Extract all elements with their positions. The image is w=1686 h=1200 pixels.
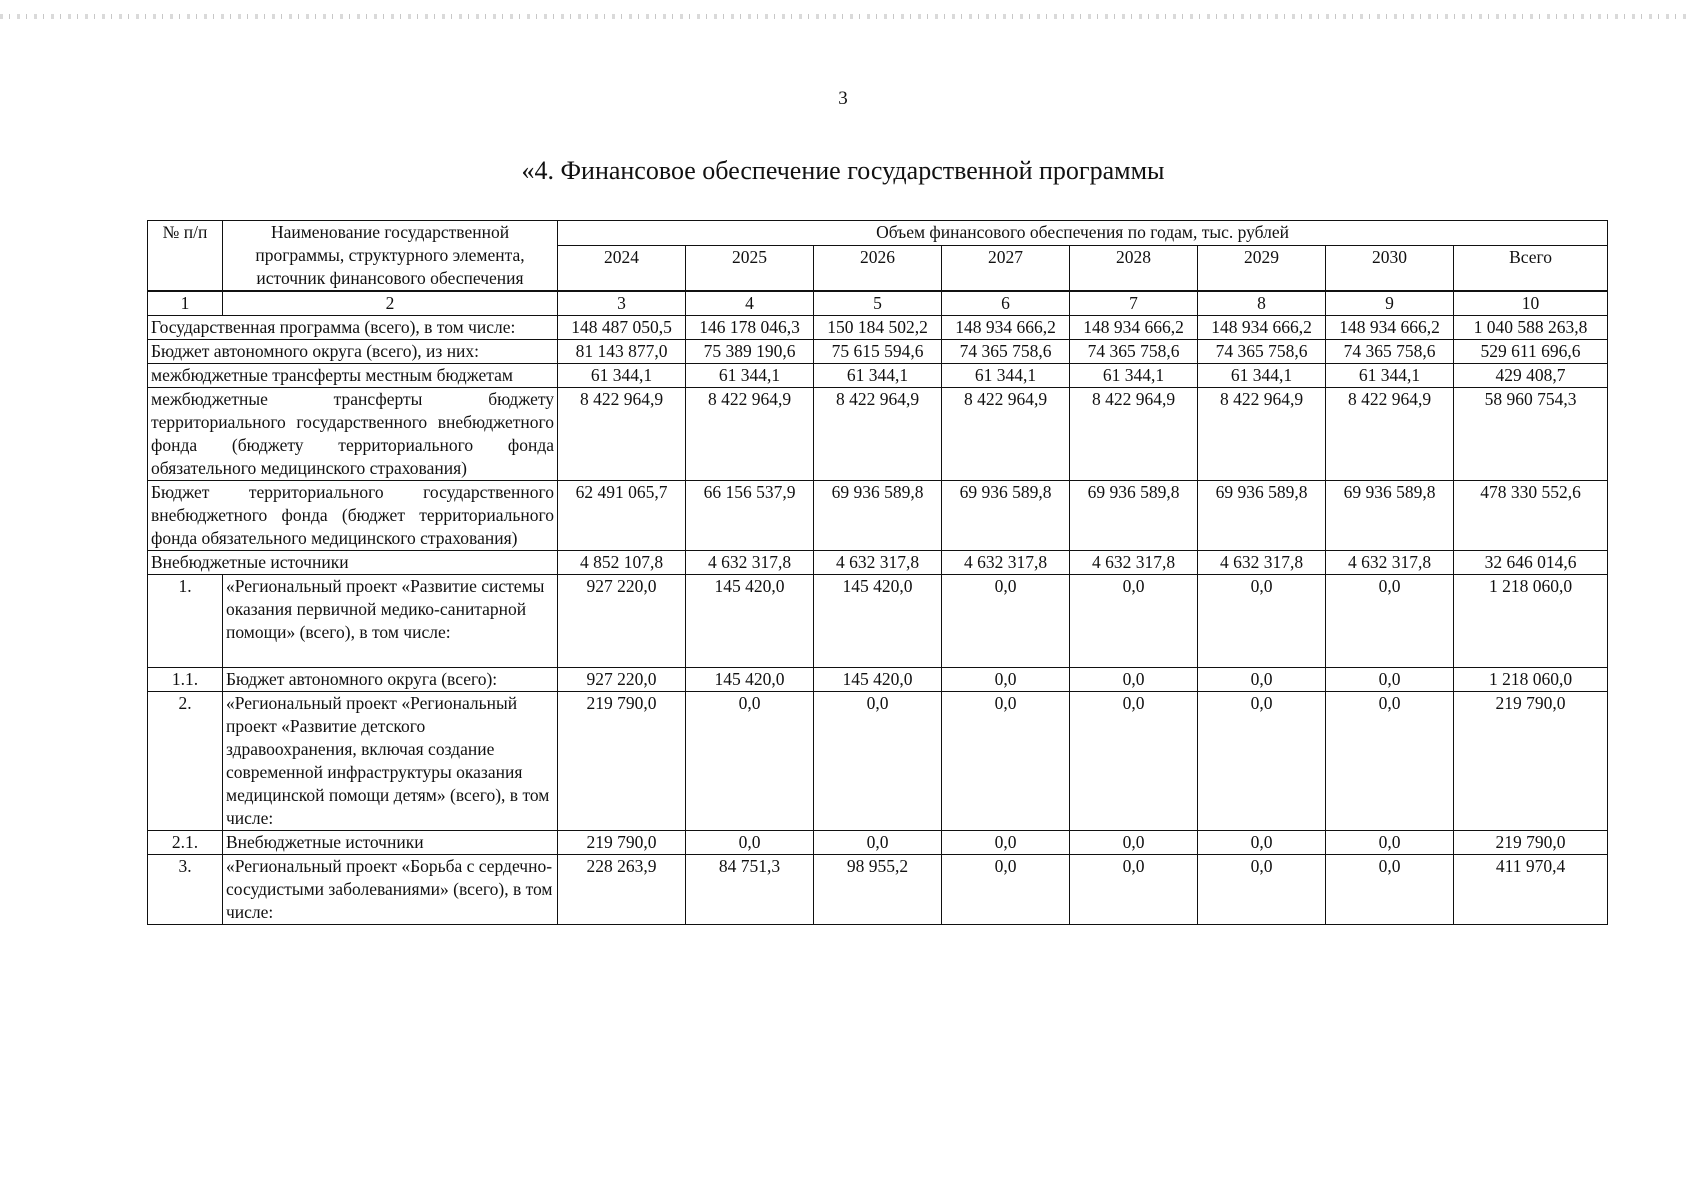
row-value: 0,0 — [1070, 575, 1198, 668]
row-value: 0,0 — [1198, 855, 1326, 925]
row-value: 0,0 — [1070, 855, 1198, 925]
header-num: № п/п — [148, 221, 223, 292]
header-year: 2026 — [814, 245, 942, 291]
row-value: 66 156 537,9 — [686, 481, 814, 551]
row-value: 145 420,0 — [686, 575, 814, 668]
row-value: 62 491 065,7 — [558, 481, 686, 551]
row-value: 61 344,1 — [558, 364, 686, 388]
row-value: 148 934 666,2 — [1326, 316, 1454, 340]
table-row-project-1 — [148, 575, 1608, 668]
row-value: 145 420,0 — [814, 575, 942, 668]
row-value: 219 790,0 — [1454, 692, 1608, 831]
header-col-numbers — [148, 291, 1608, 316]
row-value: 0,0 — [1326, 831, 1454, 855]
row-label: «Региональный проект «Региональный проект «Развитие детского здравоохранения, включая создание современной инфраструктуры оказания медицинской помощи детям» (всего), в том числе: — [223, 692, 558, 831]
row-value: 58 960 754,3 — [1454, 388, 1608, 481]
row-number: 2. — [148, 692, 223, 831]
row-value: 75 389 190,6 — [686, 340, 814, 364]
col-number: 9 — [1326, 291, 1454, 316]
row-value: 0,0 — [1198, 668, 1326, 692]
col-number: 7 — [1070, 291, 1198, 316]
row-value: 84 751,3 — [686, 855, 814, 925]
row-value: 69 936 589,8 — [942, 481, 1070, 551]
col-number: 4 — [686, 291, 814, 316]
row-value: 61 344,1 — [686, 364, 814, 388]
row-value: 61 344,1 — [1198, 364, 1326, 388]
row-value: 0,0 — [1326, 668, 1454, 692]
row-value: 8 422 964,9 — [558, 388, 686, 481]
row-value: 145 420,0 — [686, 668, 814, 692]
row-value: 0,0 — [1070, 831, 1198, 855]
col-number: 6 — [942, 291, 1070, 316]
row-value: 8 422 964,9 — [1326, 388, 1454, 481]
row-value: 8 422 964,9 — [814, 388, 942, 481]
row-number: 3. — [148, 855, 223, 925]
header-group: Объем финансового обеспечения по годам, тыс. рублей — [558, 221, 1608, 246]
header-year: 2024 — [558, 245, 686, 291]
row-value: 927 220,0 — [558, 575, 686, 668]
table-row-project-3 — [148, 855, 1608, 925]
scan-edge-artifact — [0, 14, 1686, 19]
header-total: Всего — [1454, 245, 1608, 291]
row-value: 8 422 964,9 — [1198, 388, 1326, 481]
row-value: 74 365 758,6 — [942, 340, 1070, 364]
col-number: 1 — [148, 291, 223, 316]
row-value: 927 220,0 — [558, 668, 686, 692]
row-value: 146 178 046,3 — [686, 316, 814, 340]
row-value: 0,0 — [942, 668, 1070, 692]
header-name: Наименование государственной программы, структурного элемента, источник финансового обеспечения — [223, 221, 558, 292]
table-row-regional-budget — [148, 340, 1608, 364]
row-value: 0,0 — [1198, 692, 1326, 831]
row-value: 0,0 — [942, 831, 1070, 855]
row-value: 61 344,1 — [942, 364, 1070, 388]
row-number: 2.1. — [148, 831, 223, 855]
row-value: 1 218 060,0 — [1454, 575, 1608, 668]
row-value: 0,0 — [686, 831, 814, 855]
row-value: 8 422 964,9 — [942, 388, 1070, 481]
row-value: 69 936 589,8 — [1070, 481, 1198, 551]
row-value: 69 936 589,8 — [814, 481, 942, 551]
table-row-program-total — [148, 316, 1608, 340]
row-value: 0,0 — [942, 855, 1070, 925]
row-label: межбюджетные трансферты бюджету территориального государственного внебюджетного фонда (бюджету территориального фонда обязательного медицинского страхования) — [148, 388, 558, 481]
row-value: 219 790,0 — [558, 831, 686, 855]
row-value: 4 632 317,8 — [942, 551, 1070, 575]
col-number: 10 — [1454, 291, 1608, 316]
table-row-fund-budget — [148, 481, 1608, 551]
row-value: 148 934 666,2 — [1070, 316, 1198, 340]
row-value: 219 790,0 — [558, 692, 686, 831]
row-value: 219 790,0 — [1454, 831, 1608, 855]
table-row-local-transfers — [148, 364, 1608, 388]
row-value: 0,0 — [1070, 692, 1198, 831]
row-label: Бюджет автономного округа (всего): — [223, 668, 558, 692]
row-label: Внебюджетные источники — [148, 551, 558, 575]
row-label: Внебюджетные источники — [223, 831, 558, 855]
table-row-project-2 — [148, 692, 1608, 831]
table-row-project-1-1 — [148, 668, 1608, 692]
row-value: 74 365 758,6 — [1070, 340, 1198, 364]
row-value: 8 422 964,9 — [686, 388, 814, 481]
row-value: 0,0 — [1326, 692, 1454, 831]
row-value: 75 615 594,6 — [814, 340, 942, 364]
header-row-group — [148, 221, 1608, 246]
row-value: 478 330 552,6 — [1454, 481, 1608, 551]
row-label: «Региональный проект «Развитие системы оказания первичной медико-санитарной помощи» (всего), в том числе: — [223, 575, 558, 668]
header-year: 2030 — [1326, 245, 1454, 291]
row-value: 0,0 — [814, 831, 942, 855]
page-number: 3 — [838, 88, 848, 109]
row-value: 150 184 502,2 — [814, 316, 942, 340]
row-label: межбюджетные трансферты местным бюджетам — [148, 364, 558, 388]
row-value: 69 936 589,8 — [1326, 481, 1454, 551]
row-number: 1.1. — [148, 668, 223, 692]
document-title: «4. Финансовое обеспечение государственной программы — [521, 156, 1165, 185]
row-value: 4 632 317,8 — [1326, 551, 1454, 575]
col-number: 3 — [558, 291, 686, 316]
row-value: 61 344,1 — [814, 364, 942, 388]
row-value: 32 646 014,6 — [1454, 551, 1608, 575]
row-value: 81 143 877,0 — [558, 340, 686, 364]
row-value: 148 487 050,5 — [558, 316, 686, 340]
row-value: 1 040 588 263,8 — [1454, 316, 1608, 340]
table-row-extrabudgetary — [148, 551, 1608, 575]
row-value: 69 936 589,8 — [1198, 481, 1326, 551]
col-number: 8 — [1198, 291, 1326, 316]
row-value: 4 852 107,8 — [558, 551, 686, 575]
row-value: 4 632 317,8 — [1198, 551, 1326, 575]
row-number: 1. — [148, 575, 223, 668]
row-value: 4 632 317,8 — [686, 551, 814, 575]
row-value: 4 632 317,8 — [1070, 551, 1198, 575]
row-value: 0,0 — [1198, 831, 1326, 855]
row-value: 148 934 666,2 — [942, 316, 1070, 340]
header-year: 2025 — [686, 245, 814, 291]
row-value: 0,0 — [1070, 668, 1198, 692]
row-value: 0,0 — [1198, 575, 1326, 668]
col-number: 2 — [223, 291, 558, 316]
row-value: 1 218 060,0 — [1454, 668, 1608, 692]
row-value: 74 365 758,6 — [1198, 340, 1326, 364]
header-year: 2027 — [942, 245, 1070, 291]
row-value: 0,0 — [686, 692, 814, 831]
row-label: Бюджет территориального государственного внебюджетного фонда (бюджет территориального фонда обязательного медицинского страхования) — [148, 481, 558, 551]
row-label: Бюджет автономного округа (всего), из них: — [148, 340, 558, 364]
row-value: 529 611 696,6 — [1454, 340, 1608, 364]
row-value: 0,0 — [942, 575, 1070, 668]
row-value: 148 934 666,2 — [1198, 316, 1326, 340]
row-value: 0,0 — [1326, 855, 1454, 925]
row-value: 411 970,4 — [1454, 855, 1608, 925]
row-value: 228 263,9 — [558, 855, 686, 925]
row-label: Государственная программа (всего), в том числе: — [148, 316, 558, 340]
col-number: 5 — [814, 291, 942, 316]
row-value: 0,0 — [942, 692, 1070, 831]
row-value: 429 408,7 — [1454, 364, 1608, 388]
row-label: «Региональный проект «Борьба с сердечно-сосудистыми заболеваниями» (всего), в том числе: — [223, 855, 558, 925]
row-value: 61 344,1 — [1070, 364, 1198, 388]
row-value: 4 632 317,8 — [814, 551, 942, 575]
table-row-project-2-1 — [148, 831, 1608, 855]
header-year: 2029 — [1198, 245, 1326, 291]
header-year: 2028 — [1070, 245, 1198, 291]
row-value: 8 422 964,9 — [1070, 388, 1198, 481]
row-value: 98 955,2 — [814, 855, 942, 925]
table-row-fund-transfers — [148, 388, 1608, 481]
row-value: 74 365 758,6 — [1326, 340, 1454, 364]
financing-table — [147, 220, 1608, 925]
row-value: 0,0 — [814, 692, 942, 831]
row-value: 61 344,1 — [1326, 364, 1454, 388]
row-value: 145 420,0 — [814, 668, 942, 692]
row-value: 0,0 — [1326, 575, 1454, 668]
